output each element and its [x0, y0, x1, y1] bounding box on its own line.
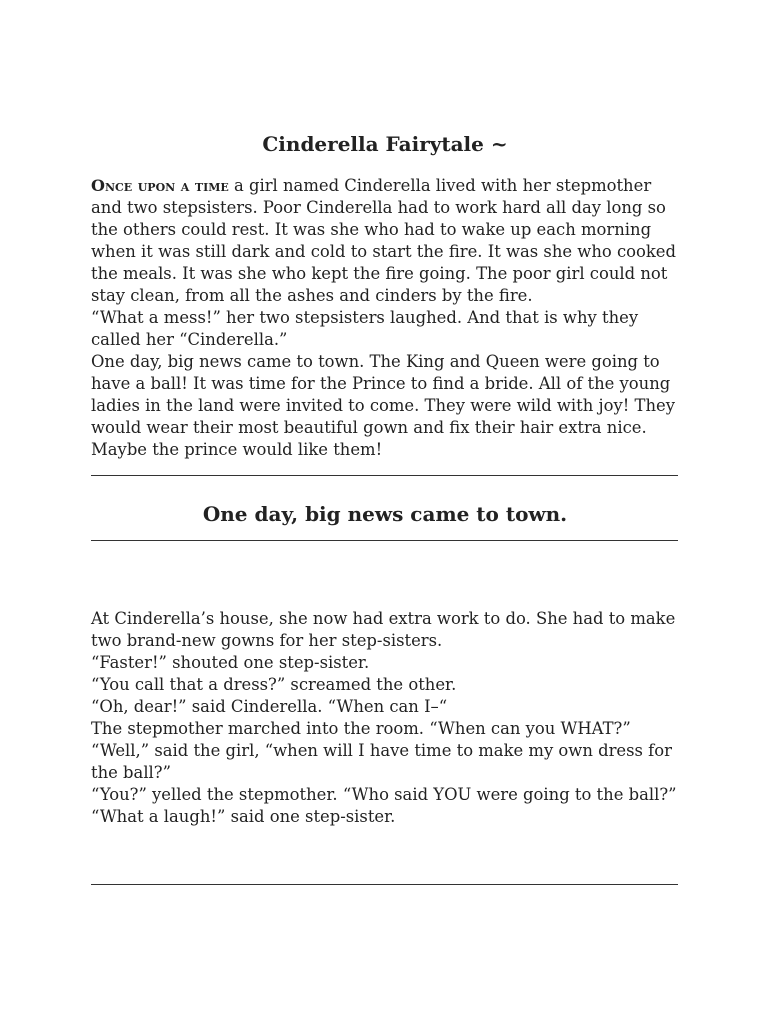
text-line: two brand-new gowns for her step-sisters.	[91, 631, 443, 650]
story-paragraph-2	[91, 608, 691, 828]
text-line: ladies in the land were invited to come. They were wild with joy! They	[91, 396, 675, 415]
text-line: The stepmother marched into the room. “When can you WHAT?”	[91, 719, 631, 738]
text-line: “You?” yelled the stepmother. “Who said YOU were going to the ball?”	[91, 785, 677, 804]
story-paragraph-1	[91, 175, 691, 461]
text-line: have a ball! It was time for the Prince to find a bride. All of the young	[91, 374, 671, 393]
horizontal-rule	[91, 884, 678, 885]
text-line: “What a mess!” her two stepsisters laughed. And that is why they	[91, 308, 639, 327]
text-line: the others could rest. It was she who had to wake up each morning	[91, 220, 652, 239]
text-line: would wear their most beautiful gown and fix their hair extra nice.	[91, 418, 647, 437]
text-line: stay clean, from all the ashes and cinders by the fire.	[91, 286, 533, 305]
text-line: the meals. It was she who kept the fire going. The poor girl could not	[91, 264, 668, 283]
text-line: called her “Cinderella.”	[91, 330, 288, 349]
document-title: Cinderella Fairytale ~	[262, 132, 508, 156]
text-line: “Oh, dear!” said Cinderella. “When can I–“	[91, 697, 448, 716]
text-line	[91, 175, 691, 197]
text-line: At Cinderella’s house, she now had extra work to do. She had to make	[91, 609, 676, 628]
text-line-rest: a girl named Cinderella lived with her stepmother	[228, 176, 652, 195]
horizontal-rule	[91, 540, 678, 541]
text-line: “What a laugh!” said one step-sister.	[91, 807, 396, 826]
text-line: when it was still dark and cold to start the fire. It was she who cooked	[91, 242, 676, 261]
lead-in-text: Once upon a time	[91, 176, 229, 195]
text-line: the ball?”	[91, 763, 171, 782]
section-headline: One day, big news came to town.	[202, 502, 568, 526]
horizontal-rule	[91, 475, 678, 476]
text-line: “You call that a dress?” screamed the other.	[91, 675, 457, 694]
text-line: “Faster!” shouted one step-sister.	[91, 653, 370, 672]
text-line: Maybe the prince would like them!	[91, 440, 383, 459]
text-line: One day, big news came to town. The King and Queen were going to	[91, 352, 660, 371]
text-line: and two stepsisters. Poor Cinderella had to work hard all day long so	[91, 198, 666, 217]
text-line: “Well,” said the girl, “when will I have time to make my own dress for	[91, 741, 672, 760]
